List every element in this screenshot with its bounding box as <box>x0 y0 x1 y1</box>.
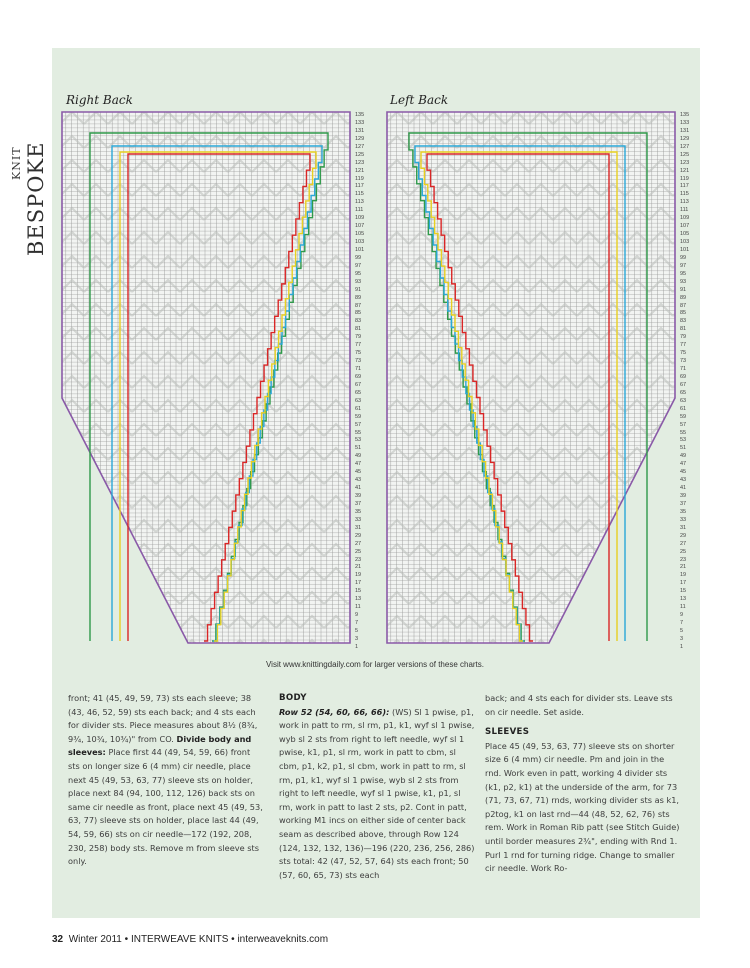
row-number: 91 <box>680 286 687 293</box>
col1-text-b: Place first 44 (49, 54, 59, 66) front sts on longer size 6 (4 mm) cir needle, place next 45 (49, 53, 63, 77) sleeve sts on holder, place next 84 (94, 100, 112, 126) back sts on same cir needle as front, place next 45 (49, 53, 63, 77) sleeve sts on holder, place last 44 (49, 54, 59, 66) sts on cir needle—172 (192, 208, 230, 258) body sts. Remove m from sleeve sts only. <box>68 747 263 867</box>
row-number: 19 <box>355 572 362 579</box>
row-number: 71 <box>680 366 687 372</box>
row-number: 75 <box>355 350 362 357</box>
row-number: 99 <box>355 254 362 261</box>
row-number: 129 <box>355 135 365 142</box>
row-number: 29 <box>680 532 687 539</box>
row-number: 39 <box>355 493 362 499</box>
row-number: 5 <box>680 627 684 634</box>
row-number: 39 <box>680 493 687 499</box>
row-number: 85 <box>680 310 687 317</box>
row-number: 69 <box>355 373 362 380</box>
row-number: 117 <box>355 183 364 190</box>
row-number: 81 <box>680 326 687 333</box>
row-number: 79 <box>355 334 362 341</box>
row-number: 129 <box>680 135 690 142</box>
row-number: 35 <box>355 508 362 515</box>
row-number: 87 <box>680 302 687 309</box>
body-heading: BODY <box>279 693 307 703</box>
left-back-title: Left Back <box>390 93 449 107</box>
text-column-3 <box>485 692 681 876</box>
row-number: 35 <box>680 508 687 515</box>
row-number: 17 <box>680 580 687 587</box>
row-number: 135 <box>355 112 365 118</box>
row-number: 65 <box>680 389 687 396</box>
row-number: 125 <box>680 151 690 158</box>
row-number: 19 <box>680 572 687 579</box>
row-number: 77 <box>355 342 362 349</box>
col1-paragraph <box>68 692 264 869</box>
row-number: 123 <box>355 159 365 166</box>
row-number: 37 <box>355 500 362 507</box>
row-number: 51 <box>680 445 687 452</box>
row-number: 41 <box>355 485 362 492</box>
row-number: 105 <box>355 231 365 238</box>
row-number: 33 <box>355 516 362 523</box>
brand-logo <box>0 48 48 256</box>
row-number: 97 <box>355 262 362 269</box>
row-number: 99 <box>680 254 687 261</box>
row-number: 45 <box>680 469 687 476</box>
row-number: 25 <box>355 548 362 555</box>
row-number: 31 <box>355 524 362 531</box>
row-number: 55 <box>680 429 687 436</box>
row-number: 123 <box>680 159 690 166</box>
row-number: 95 <box>355 270 362 277</box>
row-number: 103 <box>680 239 690 245</box>
row-number: 69 <box>680 373 687 380</box>
row-number: 65 <box>355 389 362 396</box>
row-number: 11 <box>355 604 361 611</box>
page-number: 32 <box>52 934 64 945</box>
row-number: 109 <box>680 215 690 222</box>
col2-text: (WS) Sl 1 pwise, p1, work in patt to rm, sl rm, p1, k1, wyf sl 1 pwise, wyb sl 2 sts from right to left needle, wyf sl 1 pwise, k1, p1, sl rm, work in patt to cbm, sl cbm, p1, k2, p1, sl cbm, work in patt to rm, sl rm, p1, k1, wyf sl 1 pwise, wyb sl 2 sts from right to left needle, wyf sl 1 pwise, k1, p1, sl rm, work in patt to last 2 sts, p2. Cont in patt, working M1 incs on either side of center back seam as described above, through Row 124 (124, 132, 132, 136)—196 (220, 236, 256, 286) sts total: 42 (47, 52, 57, 64) sts each front; 50 (57, 60, 65, 73) sts each <box>279 706 475 880</box>
row-number: 91 <box>355 286 362 293</box>
col2-paragraph <box>279 706 475 883</box>
row-number: 63 <box>680 397 687 404</box>
row-number: 27 <box>355 540 362 547</box>
row-number: 93 <box>355 278 362 285</box>
col1-text-a: front; 41 (45, 49, 59, 73) sts each sleeve; 38 (43, 46, 52, 59) sts each back; and 4 sts each for divider sts. Piece measures about 8½ (8¾, 9¾, 10¾, 10¾)" from CO. <box>68 693 258 744</box>
row-number: 47 <box>355 461 362 468</box>
row-number: 89 <box>355 294 362 301</box>
row-number: 7 <box>355 620 359 626</box>
row-number: 119 <box>680 175 689 182</box>
row-number: 107 <box>355 223 365 230</box>
row-number: 115 <box>355 191 364 198</box>
row-number: 59 <box>680 413 687 420</box>
row-number: 57 <box>680 421 687 428</box>
row-number: 71 <box>355 366 362 372</box>
row-number: 83 <box>355 318 362 325</box>
row-number: 121 <box>355 167 365 174</box>
row-number: 29 <box>355 532 362 539</box>
row-number: 55 <box>355 429 362 436</box>
row-number: 79 <box>680 334 687 341</box>
row-number: 13 <box>680 596 687 603</box>
row-number: 93 <box>680 278 687 285</box>
footer-bullet-1: • <box>124 934 129 945</box>
row-number: 43 <box>680 477 687 484</box>
row-number: 87 <box>355 302 362 309</box>
row-number: 103 <box>355 239 365 245</box>
row-number: 45 <box>355 469 362 476</box>
divide-heading: Divide body and sleeves: <box>68 733 252 758</box>
brand-knit-text: KNIT <box>10 146 23 180</box>
row-number: 13 <box>355 596 362 603</box>
row-number: 77 <box>680 342 687 349</box>
row-number: 21 <box>355 564 362 571</box>
row-number: 95 <box>680 270 687 277</box>
row-number: 133 <box>680 119 690 126</box>
row-number: 111 <box>680 207 689 214</box>
row-number: 133 <box>355 119 365 126</box>
row-number: 105 <box>680 231 690 238</box>
row-number: 111 <box>355 207 364 214</box>
row-number: 67 <box>355 381 362 388</box>
row-number: 7 <box>680 620 684 626</box>
row-number: 17 <box>355 580 362 587</box>
row-number: 5 <box>355 627 359 634</box>
row-number: 127 <box>680 143 690 150</box>
row-number: 101 <box>355 246 365 253</box>
website: interweaveknits.com <box>237 934 329 945</box>
row-number: 15 <box>355 588 362 595</box>
row-number: 9 <box>355 612 359 619</box>
row-number: 127 <box>355 143 365 150</box>
row-number: 131 <box>355 127 365 134</box>
row-number: 53 <box>355 437 362 444</box>
footer-bullet-2: • <box>231 934 235 945</box>
row-number: 97 <box>680 262 687 269</box>
right-row-numbers <box>355 112 377 652</box>
row-number: 49 <box>355 453 362 460</box>
row-label: Row 52 (54, 60, 66, 66): <box>279 706 390 717</box>
row-number: 21 <box>680 564 687 571</box>
row-number: 81 <box>355 326 362 333</box>
charts-caption: Visit www.knittingdaily.com for larger versions of these charts. <box>265 660 484 669</box>
row-number: 31 <box>680 524 687 531</box>
row-number: 49 <box>680 453 687 460</box>
page-footer <box>52 934 328 945</box>
row-number: 135 <box>680 112 690 118</box>
row-number: 113 <box>355 199 364 206</box>
row-number: 41 <box>680 485 687 492</box>
row-number: 3 <box>680 635 684 642</box>
row-number: 61 <box>355 405 362 412</box>
row-number: 57 <box>355 421 362 428</box>
row-number: 15 <box>680 588 687 595</box>
row-number: 11 <box>680 604 686 611</box>
right-back-chart <box>60 108 360 653</box>
row-number: 59 <box>355 413 362 420</box>
brand-bespoke-text: BESPOKE <box>24 141 48 256</box>
row-number: 37 <box>680 500 687 507</box>
row-number: 119 <box>355 175 364 182</box>
issue-date: Winter 2011 <box>68 934 122 945</box>
row-number: 75 <box>680 350 687 357</box>
row-number: 101 <box>680 246 690 253</box>
row-number: 125 <box>355 151 365 158</box>
row-number: 3 <box>355 635 359 642</box>
row-number: 33 <box>680 516 687 523</box>
row-number: 117 <box>680 183 689 190</box>
right-back-title: Right Back <box>66 93 133 107</box>
row-number: 23 <box>355 556 362 563</box>
row-number: 113 <box>680 199 689 206</box>
row-number: 23 <box>680 556 687 563</box>
magazine-name: INTERWEAVE KNITS <box>130 934 229 945</box>
row-number: 43 <box>355 477 362 484</box>
row-number: 63 <box>355 397 362 404</box>
left-back-chart <box>385 108 685 653</box>
col3-paragraph-2: Place 45 (49, 53, 63, 77) sleeve sts on shorter size 6 (4 mm) cir needle. Pm and join in the rnd. Work even in patt, working 4 divider sts (k1, p2, k1) at the underside of the arm, for 73 (71, 73, 67, 71) rnds, working divider sts as k1, p2tog, k1 on last rnd—44 (48, 52, 62, 76) sts rem. Work in Roman Rib patt (see Stitch Guide) until border measures 2¾", ending with Rnd 1. Purl 1 rnd for turning ridge. Change to smaller cir needle. Work Ro- <box>485 740 680 874</box>
row-number: 25 <box>680 548 687 555</box>
row-number: 61 <box>680 405 687 412</box>
row-number: 27 <box>680 540 687 547</box>
left-row-numbers <box>680 112 702 652</box>
row-number: 67 <box>680 381 687 388</box>
row-number: 9 <box>680 612 684 619</box>
row-number: 47 <box>680 461 687 468</box>
row-number: 73 <box>680 358 687 365</box>
row-number: 53 <box>680 437 687 444</box>
row-number: 109 <box>355 215 365 222</box>
row-number: 107 <box>680 223 690 230</box>
row-number: 85 <box>355 310 362 317</box>
row-number: 121 <box>680 167 690 174</box>
row-number: 89 <box>680 294 687 301</box>
row-number: 83 <box>680 318 687 325</box>
text-column-1 <box>68 692 264 869</box>
row-number: 51 <box>355 445 362 452</box>
row-number: 73 <box>355 358 362 365</box>
sleeves-heading: SLEEVES <box>485 727 530 738</box>
row-number: 131 <box>680 127 690 134</box>
row-number: 115 <box>680 191 689 198</box>
row-number: 1 <box>355 643 359 650</box>
col3-paragraph-1: back; and 4 sts each for divider sts. Leave sts on cir needle. Set aside. <box>485 693 673 717</box>
row-number: 1 <box>680 643 684 650</box>
text-column-2 <box>279 692 475 882</box>
